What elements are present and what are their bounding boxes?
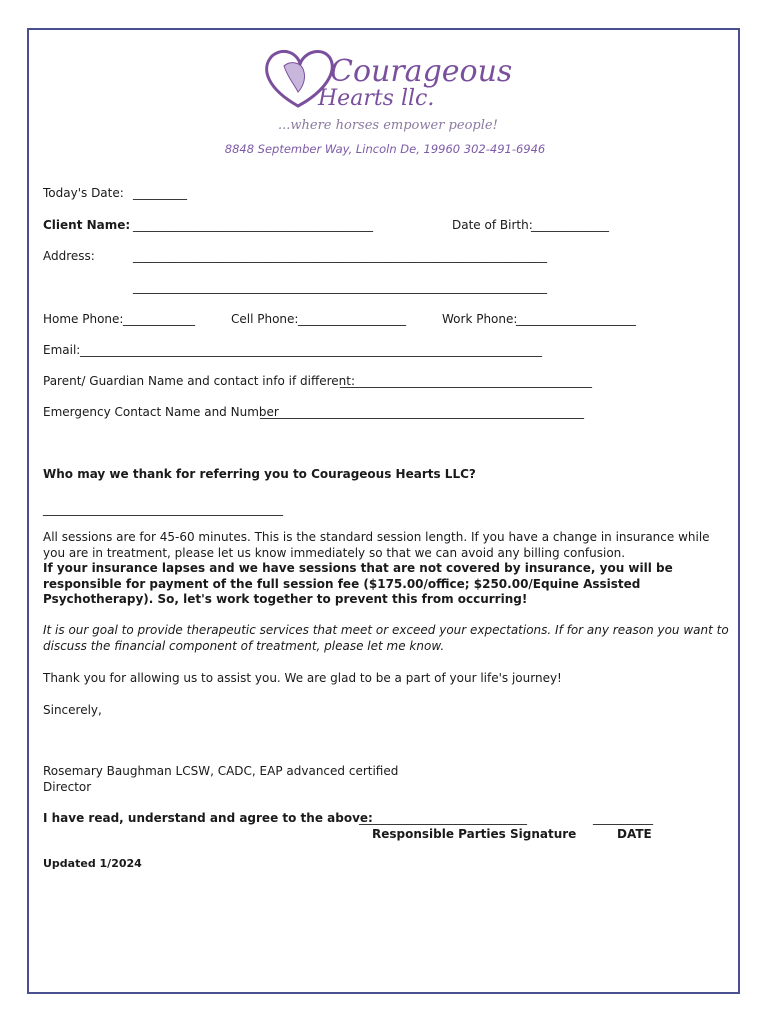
client-name-field[interactable]: ________________________________________	[133, 218, 373, 232]
work-phone-field[interactable]: ____________________	[516, 312, 636, 326]
sessions-paragraph: All sessions are for 45-60 minutes. This is the standard session length. If you have a change in insurance while you are in treatment, please let us know immediately so that we can avoid any billing confusion.	[43, 530, 710, 560]
signature-caption: Responsible Parties Signature	[372, 827, 577, 841]
updated-note: Updated 1/2024	[43, 857, 142, 870]
email-field[interactable]: _____________________________________________________________________________	[80, 343, 542, 357]
logo-tagline: ...where horses empower people!	[278, 118, 498, 133]
company-address: 8848 September Way, Lincoln De, 19960 302-491-6946	[224, 142, 546, 156]
email-label: Email:	[43, 343, 81, 357]
signer-title: Director	[43, 780, 92, 794]
referral-question: Who may we thank for referring you to Courageous Hearts LLC?	[43, 467, 476, 481]
agreement-label: I have read, understand and agree to the above:	[43, 811, 373, 825]
client-name-label: Client Name:	[43, 218, 131, 232]
address-label: Address:	[43, 249, 95, 263]
address-field-line2[interactable]: _____________________________________________________________________	[133, 280, 547, 294]
goal-paragraph: It is our goal to provide therapeutic services that meet or exceed your expectations. If for any reason you want to discuss the financial component of treatment, please let me know.	[43, 623, 729, 653]
todays-date-label: Today's Date:	[43, 186, 124, 200]
home-phone-label: Home Phone:	[43, 312, 124, 326]
cell-phone-label: Cell Phone:	[231, 312, 299, 326]
thanks-paragraph: Thank you for allowing us to assist you. We are glad to be a part of your life's journey!	[43, 671, 562, 685]
logo-wordmark-courageous: Courageous	[330, 54, 513, 89]
home-phone-field[interactable]: ____________	[123, 312, 195, 326]
emergency-contact-label: Emergency Contact Name and Number	[43, 405, 279, 419]
date-caption: DATE	[617, 827, 652, 841]
address-field-line1[interactable]: _____________________________________________________________________	[133, 249, 547, 263]
guardian-field[interactable]: __________________________________________	[340, 374, 592, 388]
todays-date-field[interactable]: _________	[133, 186, 187, 200]
work-phone-label: Work Phone:	[442, 312, 518, 326]
signature-date-field[interactable]: __________	[593, 811, 653, 825]
dob-label: Date of Birth:	[452, 218, 533, 232]
insurance-warning-paragraph: If your insurance lapses and we have sessions that are not covered by insurance, you will be responsible for payment of the full session fee ($175.00/office; $250.00/Equine Assisted Psychotherapy). So, let's work together to prevent this from occurring!	[43, 561, 673, 606]
logo-wordmark-hearts: Hearts llc.	[318, 86, 435, 111]
guardian-label: Parent/ Guardian Name and contact info if different:	[43, 374, 356, 388]
signer-name: Rosemary Baughman LCSW, CADC, EAP advanced certified	[43, 764, 399, 778]
emergency-contact-field[interactable]: ______________________________________________________	[260, 405, 584, 419]
cell-phone-field[interactable]: __________________	[298, 312, 406, 326]
closing-text: Sincerely,	[43, 703, 102, 717]
dob-field[interactable]: _____________	[531, 218, 609, 232]
signature-field[interactable]: ____________________________	[359, 811, 527, 825]
referral-field[interactable]: ________________________________________	[43, 502, 283, 516]
company-logo	[258, 44, 513, 140]
